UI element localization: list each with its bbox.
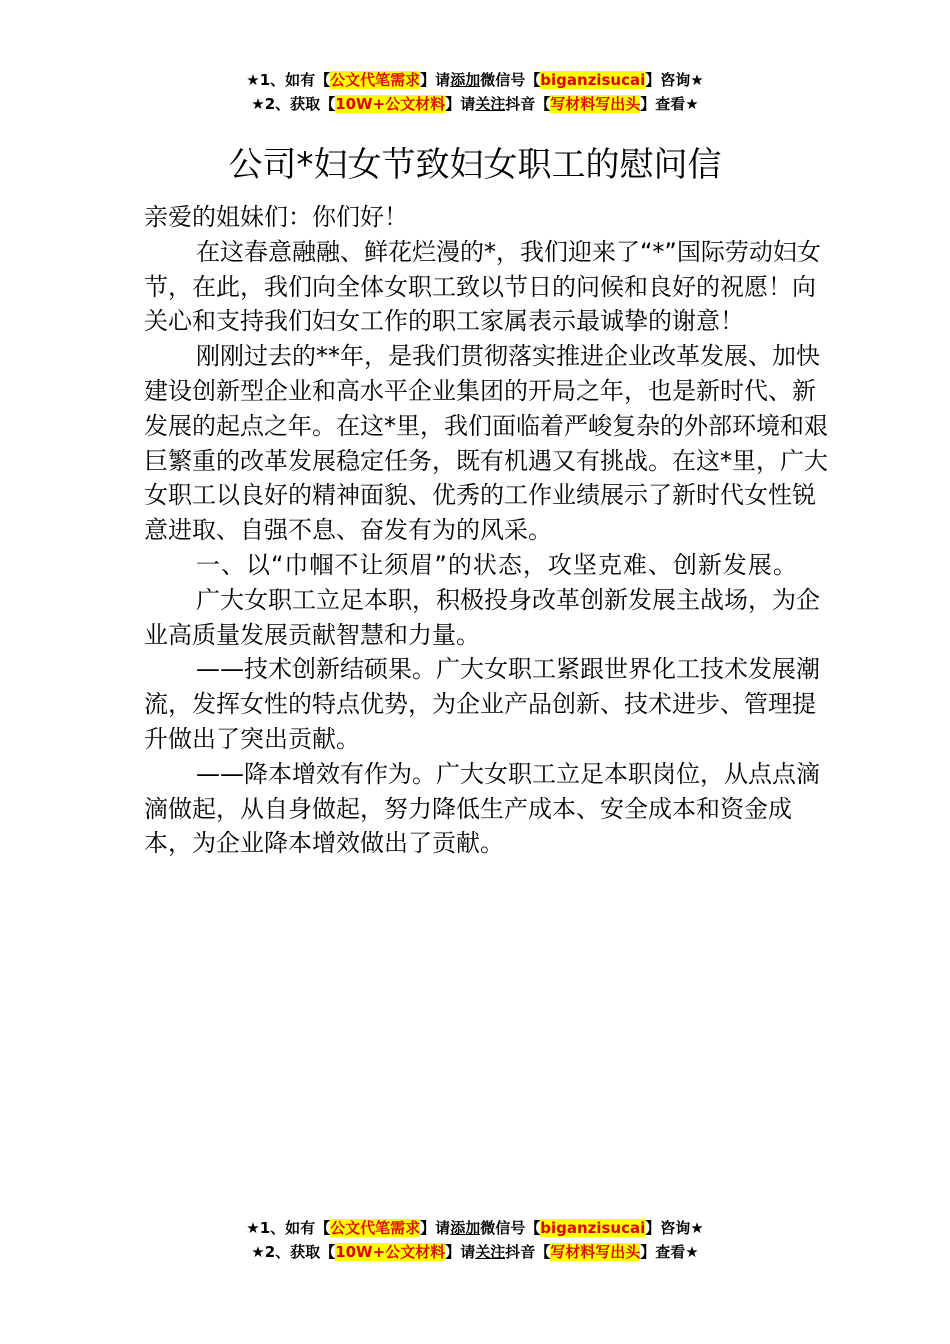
- paragraph: 广大女职工立足本职，积极投身改革创新发展主战场，为企业高质量发展贡献智慧和力量。: [144, 585, 820, 649]
- banner-highlight: 10W+公文材料: [335, 1243, 446, 1261]
- banner-highlight: 写材料写出头: [550, 1243, 641, 1261]
- document-title: 公司*妇女节致妇女职工的慰问信: [228, 145, 722, 185]
- paragraph: ——降本增效有作为。广大女职工立足本职岗位，从点点滴滴做起，从自身做起，努力降低生产成本、安全成本和资金成本，为企业降本增效做出了贡献。: [144, 759, 820, 858]
- banner-highlight: 写材料写出头: [550, 95, 641, 113]
- banner-line-1: ★1、如有【公文代笔需求】请添加微信号【biganzisucai】咨询★: [246, 1219, 704, 1237]
- paragraph: 在这春意融融、鲜花烂漫的*，我们迎来了“*”国际劳动妇女节，在此，我们向全体女职工致以节日的问候和良好的祝愿！向关心和支持我们妇女工作的职工家属表示最诚挚的谢意！: [144, 237, 821, 336]
- banner-highlight: 公文代笔需求: [330, 71, 421, 89]
- paragraph: ——技术创新结硕果。广大女职工紧跟世界化工技术发展潮流，发挥女性的特点优势，为企业产品创新、技术进步、管理提升做出了突出贡献。: [144, 655, 820, 753]
- section-heading: 一、以“巾帼不让须眉”的状态，攻坚克难、创新发展。: [196, 550, 798, 579]
- banner-highlight: 10W+公文材料: [335, 95, 446, 113]
- paragraph: 刚刚过去的**年，是我们贯彻落实推进企业改革发展、加快建设创新型企业和高水平企业集团的开局之年，也是新时代、新发展的起点之年。在这*里，我们面临着严峻复杂的外部环境和艰巨繁重的改革发展稳定任务，既有机遇又有挑战。在这*里，广大女职工以良好的精神面貌、优秀的工作业绩展示了新时代女性锐意进取、自强不息、奋发有为的风采。: [144, 342, 828, 545]
- banner-highlight: 公文代笔需求: [330, 1219, 421, 1237]
- header-banner: [0, 68, 950, 116]
- document-body: [144, 200, 834, 861]
- banner-line-1: ★1、如有【公文代笔需求】请添加微信号【biganzisucai】咨询★: [246, 71, 704, 89]
- banner-line-2: ★2、获取【10W+公文材料】请关注抖音【写材料写出头】查看★: [251, 95, 699, 113]
- footer-banner: [0, 1216, 950, 1264]
- salutation: 亲爱的姐妹们：你们好！: [144, 203, 408, 231]
- banner-line-2: ★2、获取【10W+公文材料】请关注抖音【写材料写出头】查看★: [251, 1243, 699, 1261]
- banner-highlight: biganzisucai: [540, 71, 646, 89]
- banner-highlight: biganzisucai: [540, 1219, 646, 1237]
